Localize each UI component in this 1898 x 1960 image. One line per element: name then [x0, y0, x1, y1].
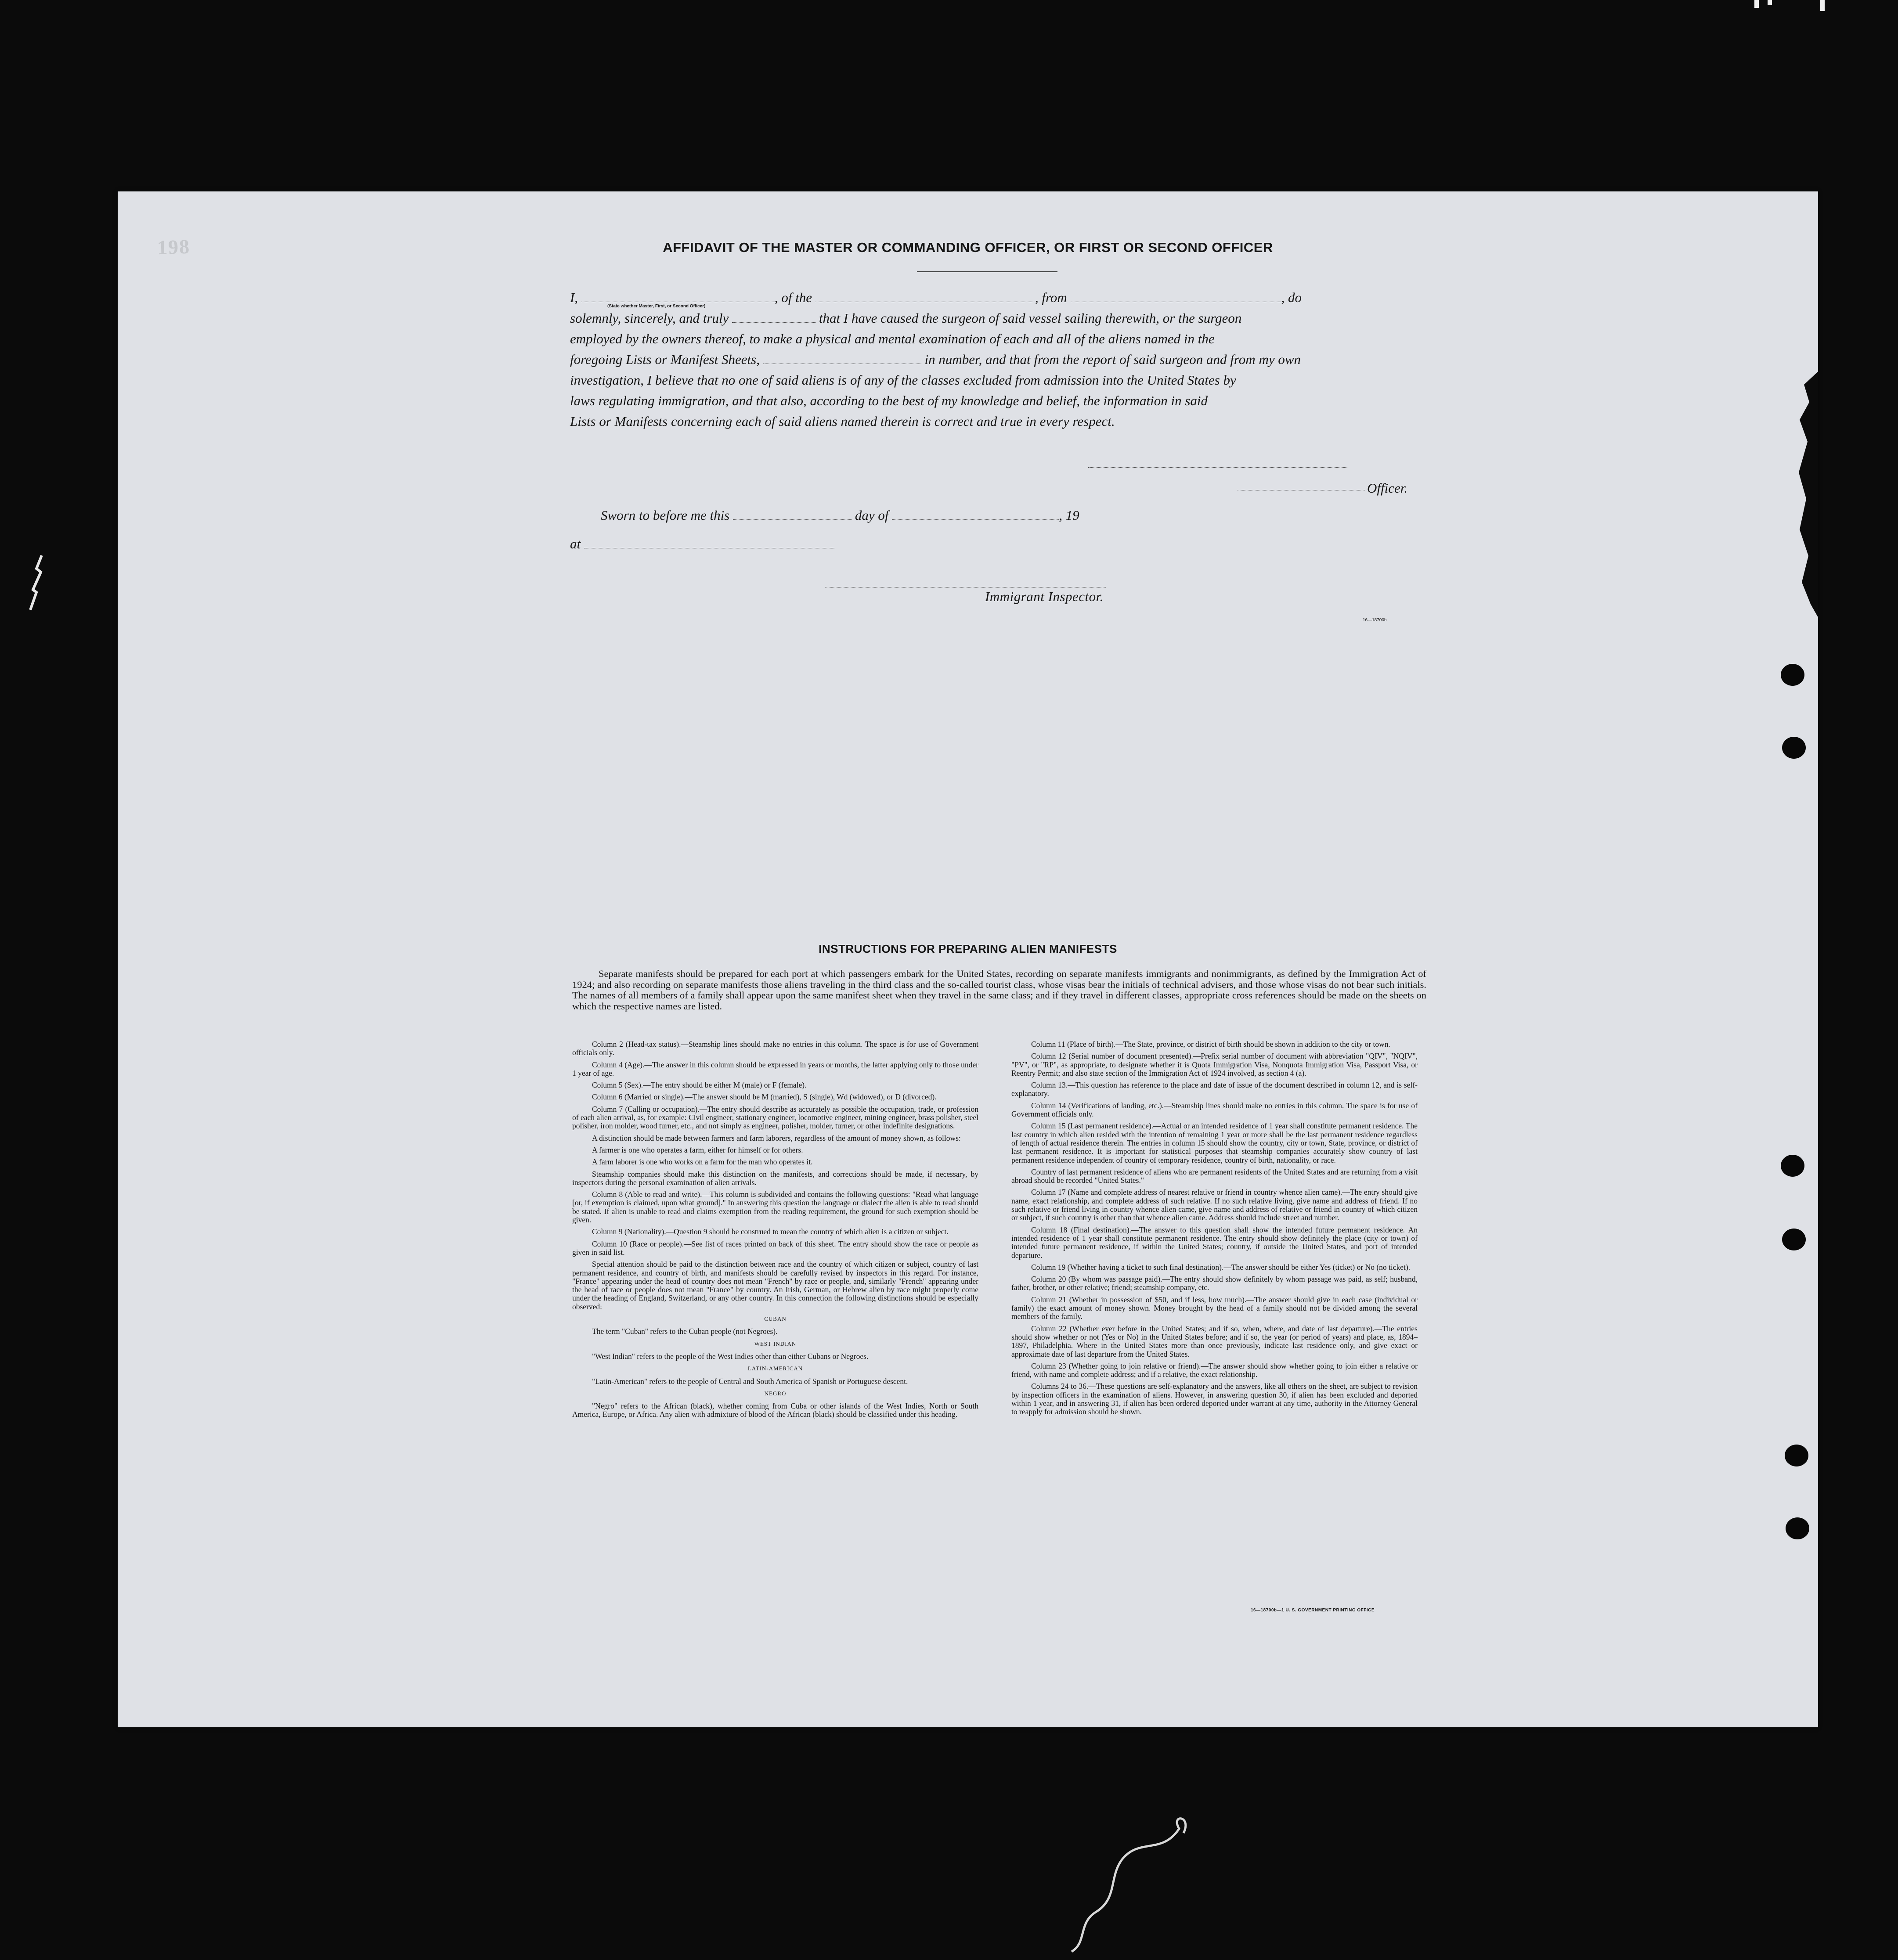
officer-rank-blank: [581, 290, 775, 302]
sworn-month-blank: [892, 508, 1059, 520]
affidavit-body: [570, 287, 1426, 432]
instruction-paragraph: Column 11 (Place of birth).—The State, province, or district of birth should be shown in addition to the city or town.: [1031, 1040, 1390, 1048]
instruction-paragraph: Column 22 (Whether ever before in the United States; and if so, when, where, and date of last departure).—The entries should show whether or not (Yes or No) in the United States before; and if so, the year (or period of years) and place, as, 1894–1897, Philadelphia. Where in the United States more than once previously, indicate last residence only, and give exact or approximate date of last departure from the United States.: [1011, 1324, 1418, 1358]
place-blank: [584, 537, 834, 548]
punch-hole: [1782, 1229, 1806, 1250]
instruction-paragraph: Column 2 (Head-tax status).—Steamship lines should make no entries in this column. The space is for use of Government officials only.: [572, 1040, 978, 1057]
sworn-line: Sworn to before me this day of , 19: [601, 508, 1079, 523]
instruction-paragraph: Column 23 (Whether going to join relative or friend).—The answer should show whether going to join either a relative or friend, with name and complete address; and if a relative, the exact relationship.: [1011, 1361, 1418, 1379]
declare-blank: [732, 311, 815, 323]
definition-heading: WEST INDIAN: [754, 1340, 797, 1347]
instruction-paragraph: Column 10 (Race or people).—See list of races printed on back of this sheet. The entry should show the race or people as given in said list.: [572, 1239, 978, 1257]
inspector-label: Immigrant Inspector.: [985, 589, 1104, 604]
printing-office-footer: 16—18700b—1 U. S. GOVERNMENT PRINTING OFFICE: [1251, 1608, 1375, 1613]
instruction-paragraph: Column 20 (By whom was passage paid).—The entry should show definitely by whom passage was paid, as self; husband, father, brother, or other relative; friend; steamship company, etc.: [1011, 1275, 1418, 1292]
instruction-paragraph: Column 9 (Nationality).—Question 9 should be construed to mean the country of which alien is a citizen or subject.: [592, 1227, 949, 1236]
affidavit-line-7: Lists or Manifests concerning each of said aliens named therein is correct and true in every respect.: [570, 414, 1115, 429]
instruction-paragraph: Column 21 (Whether in possession of $50, and if less, how much).—The answer should give in each case (individual or family) the exact amount of money shown. Money brought by the head of a family should not be divided among the several members of the family.: [1011, 1295, 1418, 1321]
instruction-paragraph: Column 12 (Serial number of document presented).—Prefix serial number of document with abbreviation "QIV", "NQIV", "PV", or "RP", as appropriate, to designate whether it is Quota Immigration Visa, Nonquota Immigration Visa, Passport Visa, or Reentry Permit; and also state section of the Immigration Act of 1924 involved, as section 4 (a).: [1011, 1052, 1418, 1077]
officer-label: Officer.: [1367, 480, 1408, 496]
affidavit-line-2: solemnly, sincerely, and truly that I have caused the surgeon of said vessel sailing therewith, or the surgeon: [570, 310, 1242, 326]
affidavit-line-5: investigation, I believe that no one of said aliens is of any of the classes excluded from admission into the United States by: [570, 372, 1236, 388]
definition-text: The term "Cuban" refers to the Cuban people (not Negroes).: [592, 1327, 778, 1336]
punch-hole: [1786, 1517, 1809, 1539]
instruction-paragraph: Steamship companies should make this distinction on the manifests, and corrections should be made, if necessary, by inspectors during the personal examination of alien arrivals.: [572, 1169, 978, 1187]
definition-text: "West Indian" refers to the people of the West Indies other than either Cubans or Negroes.: [592, 1351, 869, 1361]
instruction-paragraph: A farm laborer is one who works on a farm for the man who operates it.: [592, 1157, 813, 1167]
at-line: at: [570, 536, 834, 552]
instructions-left-column: [572, 1040, 978, 1423]
title-rule: [917, 271, 1057, 272]
torn-edge: [1786, 371, 1818, 617]
affidavit-title: AFFIDAVIT OF THE MASTER OR COMMANDING OFFICER, OR FIRST OR SECOND OFFICER: [663, 240, 1273, 255]
punch-hole: [1781, 664, 1804, 686]
definition-heading: CUBAN: [764, 1315, 787, 1322]
punch-hole: [1781, 1155, 1804, 1177]
instruction-paragraph: Column 18 (Final destination).—The answer to this question shall show the intended future permanent residence. An intended residence of 1 year shall constitute permanent residence. The entry should show definitely the place (city or town) of intended future permanent residence, if within the United States; country, if outside the United States, and port of intended departure.: [1011, 1225, 1418, 1260]
instruction-paragraph: Column 4 (Age).—The answer in this column should be expressed in years or months, the latter applying only to those under 1 year of age.: [572, 1060, 978, 1077]
port-blank: [1071, 290, 1281, 302]
form-number: 16—18700b: [1363, 618, 1387, 623]
instruction-paragraph: A farmer is one who operates a farm, either for himself or for others.: [592, 1145, 803, 1154]
instruction-paragraph: Column 7 (Calling or occupation).—The entry should describe as accurately as possible the occupation, trade, or profession of each alien arrival, as, for example: Civil engineer, stationary engineer, locomotive engineer, mining engineer, brass polisher, steel polisher, iron molder, wood turner, etc., and not simply as engineer, polisher, molder, turner, or other indefinite designations.: [572, 1104, 978, 1131]
instructions-title: INSTRUCTIONS FOR PREPARING ALIEN MANIFESTS: [819, 942, 1117, 955]
affidavit-line-4: foregoing Lists or Manifest Sheets, in number, and that from the report of said surgeon and from my own: [570, 352, 1301, 367]
officer-signature-line: [1088, 467, 1347, 468]
instruction-paragraph: Column 13.—This question has reference to the place and date of issue of the document described in column 12, and is self-explanatory.: [1011, 1081, 1418, 1098]
instructions-intro: Separate manifests should be prepared for each port at which passengers embark for the United States, recording on separate manifests immigrants and nonimmigrants, as defined by the Immigration Act of 1924; and also recording on separate manifests those aliens traveling in the third class and the so-called tourist class, whose visas bear the initials of technical advisers, and those whose visas do not bear such initials. The names of all members of a family shall appear upon the same manifest sheet when they travel in the same class; and if they travel in different classes, appropriate cross references should be made on the sheets on which the respective names are listed.: [572, 968, 1426, 1012]
instructions-right-column: [1011, 1040, 1418, 1420]
instruction-paragraph: Columns 24 to 36.—These questions are self-explanatory and the answers, like all others on the sheet, are subject to revision by inspection officers in the examination of aliens. However, in answering question 30, if alien has been excluded and deported within 1 year, and in answering 31, if alien has been ordered deported under warrant at any time, authority in the Attorney General to reapply for admission should be shown.: [1011, 1382, 1418, 1416]
rank-subnote: (State whether Master, First, or Second Officer): [607, 304, 706, 309]
affidavit-line-3: employed by the owners thereof, to make a physical and mental examination of each and all of the aliens named in the: [570, 331, 1215, 346]
instruction-paragraph: Column 19 (Whether having a ticket to such final destination).—The answer should be either Yes (ticket) or No (no ticket).: [1031, 1262, 1411, 1272]
instruction-paragraph: Column 6 (Married or single).—The answer should be M (married), S (single), Wd (widowed), or D (divorced).: [592, 1092, 937, 1102]
instruction-paragraph: Column 8 (Able to read and write).—This column is subdivided and contains the following questions: "Read what language [or, if exemption is claimed, upon what ground]." In answering this question the language or dialect the alien is able to read should be stated. If alien is unable to read and claims exemption from the reading requirement, the ground for such exemption should be given.: [572, 1190, 978, 1225]
instruction-paragraph: Column 5 (Sex).—The entry should be either M (male) or F (female).: [592, 1081, 807, 1090]
instruction-paragraph: Column 15 (Last permanent residence).—Actual or an intended residence of 1 year shall constitute permanent residence. The last country in which alien resided with the intention of remaining 1 year or more shall be the last permanent residence regardless of length of actual residence therein. The entries in column 15 should show the country, city or town, State, province, or district of last permanent residence. It is important for statistical purposes that steamship companies accurately show country of last permanent residence independent of country of temporary residence, country of birth, nationality, or race.: [1011, 1121, 1418, 1164]
definition-heading: NEGRO: [764, 1390, 787, 1397]
punch-hole: [1782, 737, 1806, 759]
faded-stamp-number: 198: [157, 235, 191, 259]
instruction-paragraph: Country of last permanent residence of aliens who are permanent residents of the United States and are returning from a visit abroad should be recorded "United States.": [1011, 1167, 1418, 1185]
instruction-paragraph: Column 14 (Verifications of landing, etc.).—Steamship lines should make no entries in this column. The space is for use of Government officials only.: [1011, 1101, 1418, 1119]
affidavit-line-6: laws regulating immigration, and that also, according to the best of my knowledge and belief, the information in said: [570, 393, 1208, 408]
instruction-paragraph: Special attention should be paid to the distinction between race and the country of which citizen or subject, country of last permanent residence, and country of birth, and manifests should be carefully revised by inspectors in this regard. For instance, "France" appearing under the head of country does not mean "French" by race or people, and, similarly "French" appearing under the head of race or people does not mean "France" by country. An Irish, German, or Hebrew alien by race might properly come under the heading of England, Switzerland, or any other country. In this connection the following distinctions should be especially observed:: [572, 1260, 978, 1311]
sheet-count-blank: [763, 352, 921, 364]
instruction-paragraph: Column 17 (Name and complete address of nearest relative or friend in country whence alien came).—The entry should give name, exact relationship, and complete address of such relative. If no such relative living, give name and address of friend. If no such relative or friend living in country whence alien came, give name and address of relative or friend in country of which citizen or subject, if such country is other than that whence alien came. Address should include street and number.: [1011, 1188, 1418, 1222]
manifest-page: [118, 191, 1818, 1727]
vessel-name-blank: [815, 290, 1035, 302]
definition-text: "Latin-American" refers to the people of Central and South America of Spanish or Portuguese descent.: [592, 1376, 908, 1386]
definition-text: "Negro" refers to the African (black), whether coming from Cuba or other islands of the West Indies, North or South America, Europe, or Africa. Any alien with admixture of blood of the African (black) should be classified under this heading.: [572, 1402, 978, 1419]
affidavit-line-1: I, , of the , from , do: [570, 290, 1302, 305]
punch-hole: [1785, 1445, 1808, 1466]
instruction-paragraph: A distinction should be made between farmers and farm laborers, regardless of the amount of money shown, as follows:: [592, 1133, 961, 1142]
definition-heading: LATIN-AMERICAN: [747, 1365, 803, 1372]
sworn-day-blank: [733, 508, 852, 520]
